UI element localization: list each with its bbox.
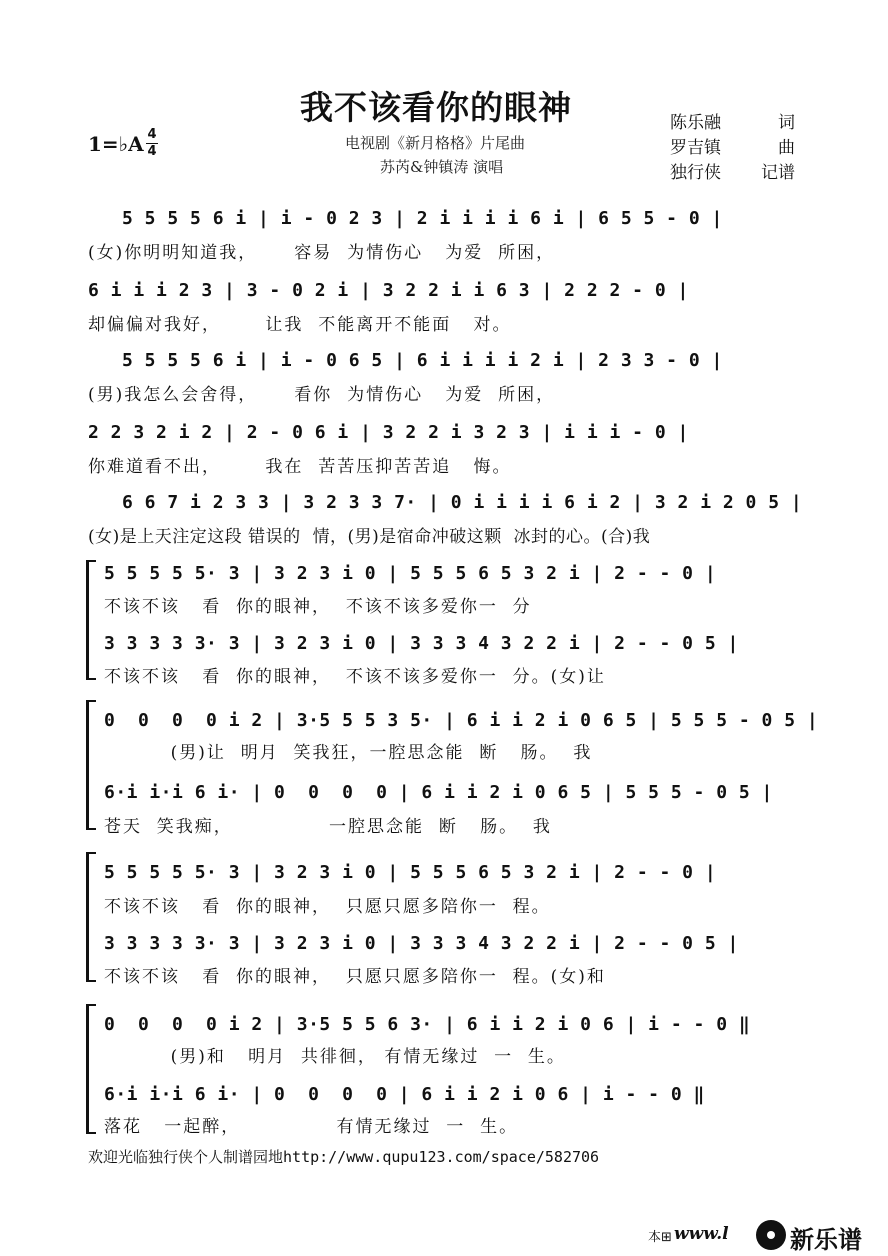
score-system-1-lyrics: (女)你明明知道我， 容易 为情伤心 为爱 所困， — [88, 243, 556, 263]
score-system-9-notes: 6·i i·i 6 i· | 0 0 0 0 | 6 i i 2 i 0 6 5 | 5 5 5 - 0 5 | — [104, 782, 773, 803]
credit-role: 词 — [778, 113, 795, 133]
score-system-11-notes: 3 3 3 3 3· 3 | 3 2 3 i 0 | 3 3 3 4 3 2 2 i | 2 - - 0 5 | — [104, 933, 739, 954]
score-system-4-lyrics: 你难道看不出， 我在 苦苦压抑苦苦追 悔。 — [88, 457, 512, 477]
subtitle-drama: 电视剧《新月格格》片尾曲 — [345, 134, 526, 152]
score-system-7-lyrics: 不该不该 看 你的眼神， 不该不该多爱你一 分。(女)让 — [104, 667, 606, 687]
score-system-5-lyrics: (女)是上天注定这段 错误的 情，(男)是宿命冲破这颗 冰封的心。(合)我 — [88, 527, 651, 547]
system-brace — [86, 852, 97, 982]
score-system-8-notes: 0 0 0 0 i 2 | 3·5 5 5 3 5· | 6 i i 2 i 0 6 5 | 5 5 5 - 0 5 | — [104, 710, 819, 731]
logo-small-text: 本⊞ — [648, 1230, 672, 1245]
score-system-7-notes: 3 3 3 3 3· 3 | 3 2 3 i 0 | 3 3 3 4 3 2 2 i | 2 - - 0 5 | — [104, 633, 739, 654]
score-system-6-lyrics: 不该不该 看 你的眼神， 不该不该多爱你一 分 — [104, 597, 532, 617]
score-system-10-lyrics: 不该不该 看 你的眼神， 只愿只愿多陪你一 程。 — [104, 897, 551, 917]
score-system-6-notes: 5 5 5 5 5· 3 | 3 2 3 i 0 | 5 5 5 6 5 3 2 i | 2 - - 0 | — [104, 563, 717, 584]
logo-www-text: www.l — [674, 1224, 729, 1244]
credit-role: 记谱 — [761, 163, 795, 183]
score-system-13-lyrics: 落花 一起醉， 有情无缘过 一 生。 — [104, 1117, 519, 1137]
record-disc-icon — [756, 1220, 786, 1250]
credit-name: 罗吉镇 — [670, 138, 721, 158]
page-title: 我不该看你的眼神 — [300, 88, 572, 127]
score-system-3-notes: 5 5 5 5 6 i | i - 0 6 5 | 6 i i i i 2 i | 2 3 3 - 0 | — [88, 350, 723, 371]
credit-name: 陈乐融 — [670, 113, 721, 133]
footer-website: 欢迎光临独行侠个人制谱园地http://www.qupu123.com/space/582706 — [88, 1148, 600, 1166]
score-system-9-lyrics: 苍天 笑我痴， 一腔思念能 断 肠。 我 — [104, 817, 552, 837]
score-system-5-notes: 6 6 7 i 2 3 3 | 3 2 3 3 7· | 0 i i i i 6 i 2 | 3 2 i 2 0 5 | — [88, 492, 803, 513]
credit-lyricist — [670, 108, 795, 133]
time-signature — [146, 128, 158, 159]
score-system-8-lyrics: (男)让 明月 笑我狂，一腔思念能 断 肠。 我 — [104, 743, 593, 763]
meter-top: 4 — [147, 127, 157, 142]
system-brace — [86, 700, 97, 830]
system-brace — [86, 560, 97, 680]
credit-transcriber — [670, 158, 795, 183]
credit-composer — [670, 133, 795, 158]
score-system-2-notes: 6 i i i 2 3 | 3 - 0 2 i | 3 2 2 i i 6 3 | 2 2 2 - 0 | — [88, 280, 689, 301]
score-system-2-lyrics: 却偏偏对我好， 让我 不能离开不能面 对。 — [88, 315, 512, 335]
subtitle-singers: 苏芮&钟镇涛 演唱 — [380, 158, 504, 176]
score-system-12-lyrics: (男)和 明月 共徘徊， 有情无缘过 一 生。 — [104, 1047, 566, 1067]
credit-name: 独行侠 — [670, 163, 721, 183]
site-logo — [648, 1218, 888, 1256]
score-system-11-lyrics: 不该不该 看 你的眼神， 只愿只愿多陪你一 程。(女)和 — [104, 967, 606, 987]
meter-bottom: 4 — [147, 144, 157, 159]
score-system-1-notes: 5 5 5 5 6 i | i - 0 2 3 | 2 i i i i 6 i | 6 5 5 - 0 | — [88, 208, 723, 229]
score-system-13-notes: 6·i i·i 6 i· | 0 0 0 0 | 6 i i 2 i 0 6 | i - - 0 ‖ — [104, 1084, 705, 1105]
key-signature: 1=♭A — [88, 132, 144, 156]
system-brace — [86, 1004, 97, 1134]
score-system-12-notes: 0 0 0 0 i 2 | 3·5 5 5 6 3· | 6 i i 2 i 0 6 | i - - 0 ‖ — [104, 1014, 751, 1035]
credit-role: 曲 — [778, 138, 795, 158]
score-system-10-notes: 5 5 5 5 5· 3 | 3 2 3 i 0 | 5 5 5 6 5 3 2 i | 2 - - 0 | — [104, 862, 717, 883]
score-system-3-lyrics: (男)我怎么会舍得， 看你 为情伤心 为爱 所困， — [88, 385, 556, 405]
logo-name: 新乐谱 — [790, 1225, 862, 1254]
score-system-4-notes: 2 2 3 2 i 2 | 2 - 0 6 i | 3 2 2 i 3 2 3 | i i i - 0 | — [88, 422, 689, 443]
